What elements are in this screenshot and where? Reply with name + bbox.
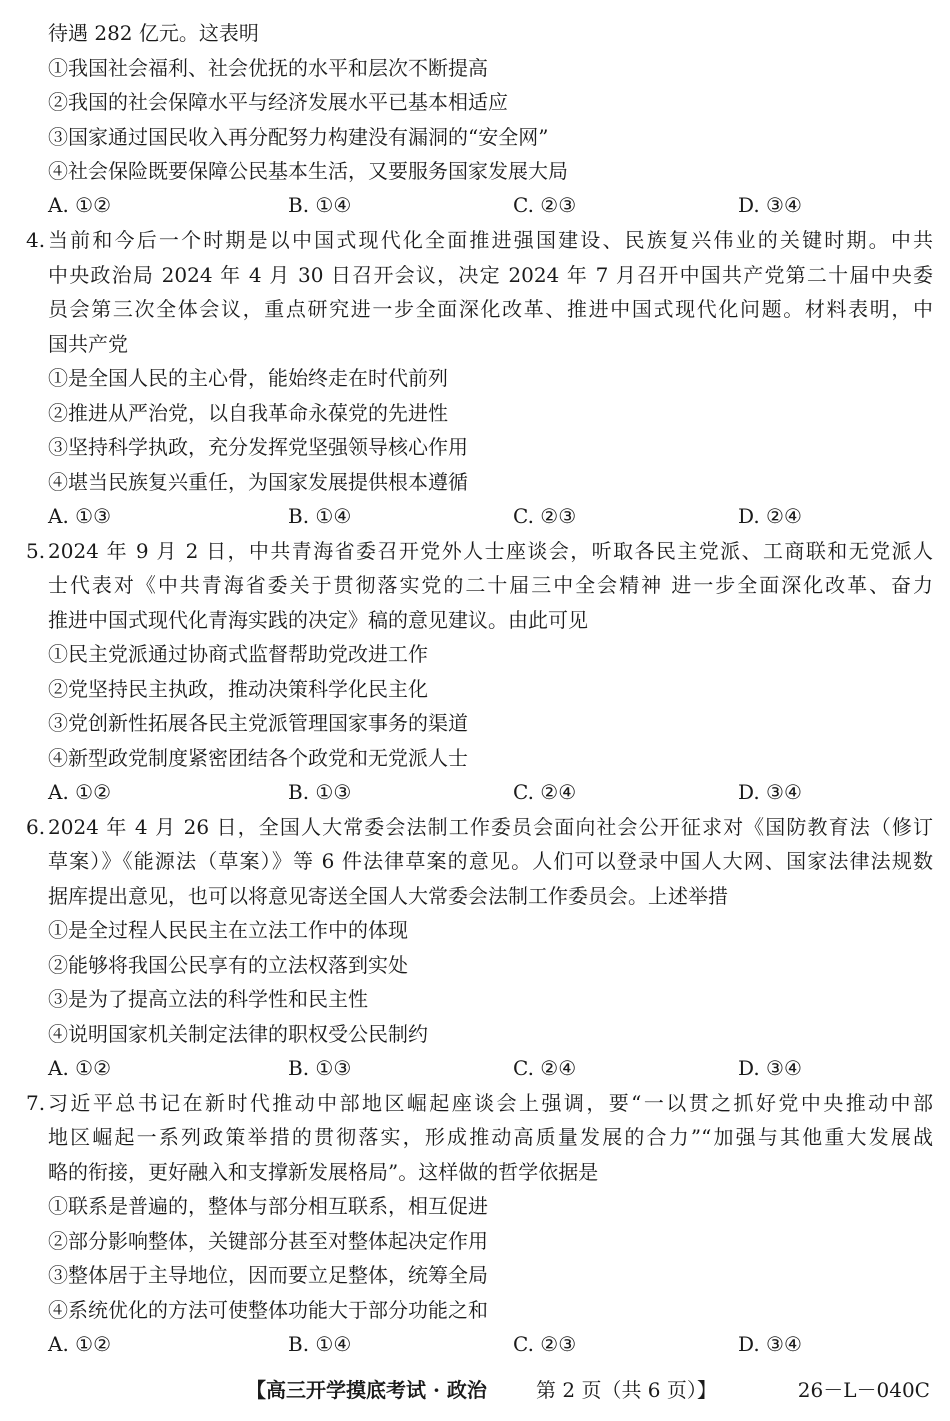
option-1: ①是全国人民的主心骨，能始终走在时代前列 [48, 366, 448, 390]
choice-c: C. ②③ [513, 504, 577, 528]
question-number: 6. [26, 815, 46, 839]
option-4: ④说明国家机关制定法律的职权受公民制约 [48, 1022, 428, 1046]
option-3: ③整体居于主导地位，因而要立足整体，统筹全局 [48, 1263, 488, 1287]
question-number: 4. [26, 228, 46, 252]
choice-a: A. ①② [48, 780, 112, 804]
question-stem-line: 地区崛起一系列政策举措的贯彻落实，形成推动高质量发展的合力”“加强与其他重大发展战 [48, 1125, 933, 1149]
choice-c: C. ②③ [513, 193, 577, 217]
choice-a: A. ①② [48, 1332, 112, 1356]
question-stem-line: 员会第三次全体会议，重点研究进一步全面深化改革、推进中国式现代化问题。材料表明，中 [48, 297, 933, 321]
choice-d: D. ③④ [738, 1056, 802, 1080]
exam-title: 【高三开学摸底考试 · 政治 [246, 1378, 487, 1402]
question-number: 7. [26, 1091, 46, 1115]
option-3: ③国家通过国民收入再分配努力构建没有漏洞的“安全网” [48, 125, 549, 149]
option-3: ③党创新性拓展各民主党派管理国家事务的渠道 [48, 711, 468, 735]
option-3: ③坚持科学执政，充分发挥党坚强领导核心作用 [48, 435, 468, 459]
question-number: 5. [26, 539, 46, 563]
question-stem-line: 当前和今后一个时期是以中国式现代化全面推进强国建设、民族复兴伟业的关键时期。中共 [48, 228, 933, 252]
choice-c: C. ②④ [513, 780, 577, 804]
option-2: ②能够将我国公民享有的立法权落到实处 [48, 953, 408, 977]
choice-d: D. ③④ [738, 1332, 802, 1356]
choice-d: D. ②④ [738, 504, 802, 528]
answer-choices [48, 188, 933, 222]
page-number: 第 2 页（共 6 页）】 [536, 1378, 717, 1402]
question-stem-line: 习近平总书记在新时代推动中部地区崛起座谈会上强调，要“一以贯之抓好党中央推动中部 [48, 1091, 933, 1115]
option-2: ②推进从严治党，以自我革命永葆党的先进性 [48, 401, 448, 425]
exam-code: 26－L－040C [797, 1378, 930, 1402]
choice-a: A. ①② [48, 1056, 112, 1080]
question-stem-line: 国共产党 [48, 332, 128, 356]
answer-choices [48, 775, 933, 809]
question-stem-line: 士代表对《中共青海省委关于贯彻落实党的二十届三中全会精神 进一步全面深化改革、奋力 [48, 573, 933, 597]
choice-b: B. ①④ [288, 193, 352, 217]
choice-b: B. ①④ [288, 1332, 352, 1356]
option-2: ②部分影响整体，关键部分甚至对整体起决定作用 [48, 1229, 488, 1253]
question-stem-line: 待遇 282 亿元。这表明 [48, 21, 259, 45]
choice-b: B. ①③ [288, 1056, 352, 1080]
choice-c: C. ②③ [513, 1332, 577, 1356]
choice-c: C. ②④ [513, 1056, 577, 1080]
option-4: ④堪当民族复兴重任，为国家发展提供根本遵循 [48, 470, 468, 494]
choice-d: D. ③④ [738, 780, 802, 804]
choice-a: A. ①② [48, 193, 112, 217]
option-1: ①民主党派通过协商式监督帮助党改进工作 [48, 642, 428, 666]
option-3: ③是为了提高立法的科学性和民主性 [48, 987, 368, 1011]
question-stem-line: 中央政治局 2024 年 4 月 30 日召开会议，决定 2024 年 7 月召开中国共产党第二十届中央委 [48, 263, 933, 287]
question-stem-line: 略的衔接，更好融入和支撑新发展格局”。这样做的哲学依据是 [48, 1160, 599, 1184]
option-1: ①联系是普遍的，整体与部分相互联系，相互促进 [48, 1194, 488, 1218]
choice-a: A. ①③ [48, 504, 112, 528]
page-footer [0, 1372, 950, 1408]
answer-choices [48, 499, 933, 533]
question-stem-line: 据库提出意见，也可以将意见寄送全国人大常委会法制工作委员会。上述举措 [48, 884, 728, 908]
option-1: ①是全过程人民民主在立法工作中的体现 [48, 918, 408, 942]
option-2: ②党坚持民主执政，推动决策科学化民主化 [48, 677, 428, 701]
question-stem-line: 推进中国式现代化青海实践的决定》稿的意见建议。由此可见 [48, 608, 588, 632]
option-2: ②我国的社会保障水平与经济发展水平已基本相适应 [48, 90, 508, 114]
question-stem-line: 2024 年 9 月 2 日，中共青海省委召开党外人士座谈会，听取各民主党派、工商联和无党派人 [48, 539, 933, 563]
option-1: ①我国社会福利、社会优抚的水平和层次不断提高 [48, 56, 488, 80]
answer-choices [48, 1051, 933, 1085]
answer-choices [48, 1327, 933, 1361]
option-4: ④系统优化的方法可使整体功能大于部分功能之和 [48, 1298, 488, 1322]
question-stem-line: 2024 年 4 月 26 日，全国人大常委会法制工作委员会面向社会公开征求对《国防教育法（修订 [48, 815, 933, 839]
option-4: ④社会保险既要保障公民基本生活，又要服务国家发展大局 [48, 159, 568, 183]
choice-b: B. ①④ [288, 504, 352, 528]
choice-b: B. ①③ [288, 780, 352, 804]
choice-d: D. ③④ [738, 193, 802, 217]
question-stem-line: 草案）》《能源法（草案）》等 6 件法律草案的意见。人们可以登录中国人大网、国家法律法规数 [48, 849, 933, 873]
option-4: ④新型政党制度紧密团结各个政党和无党派人士 [48, 746, 468, 770]
